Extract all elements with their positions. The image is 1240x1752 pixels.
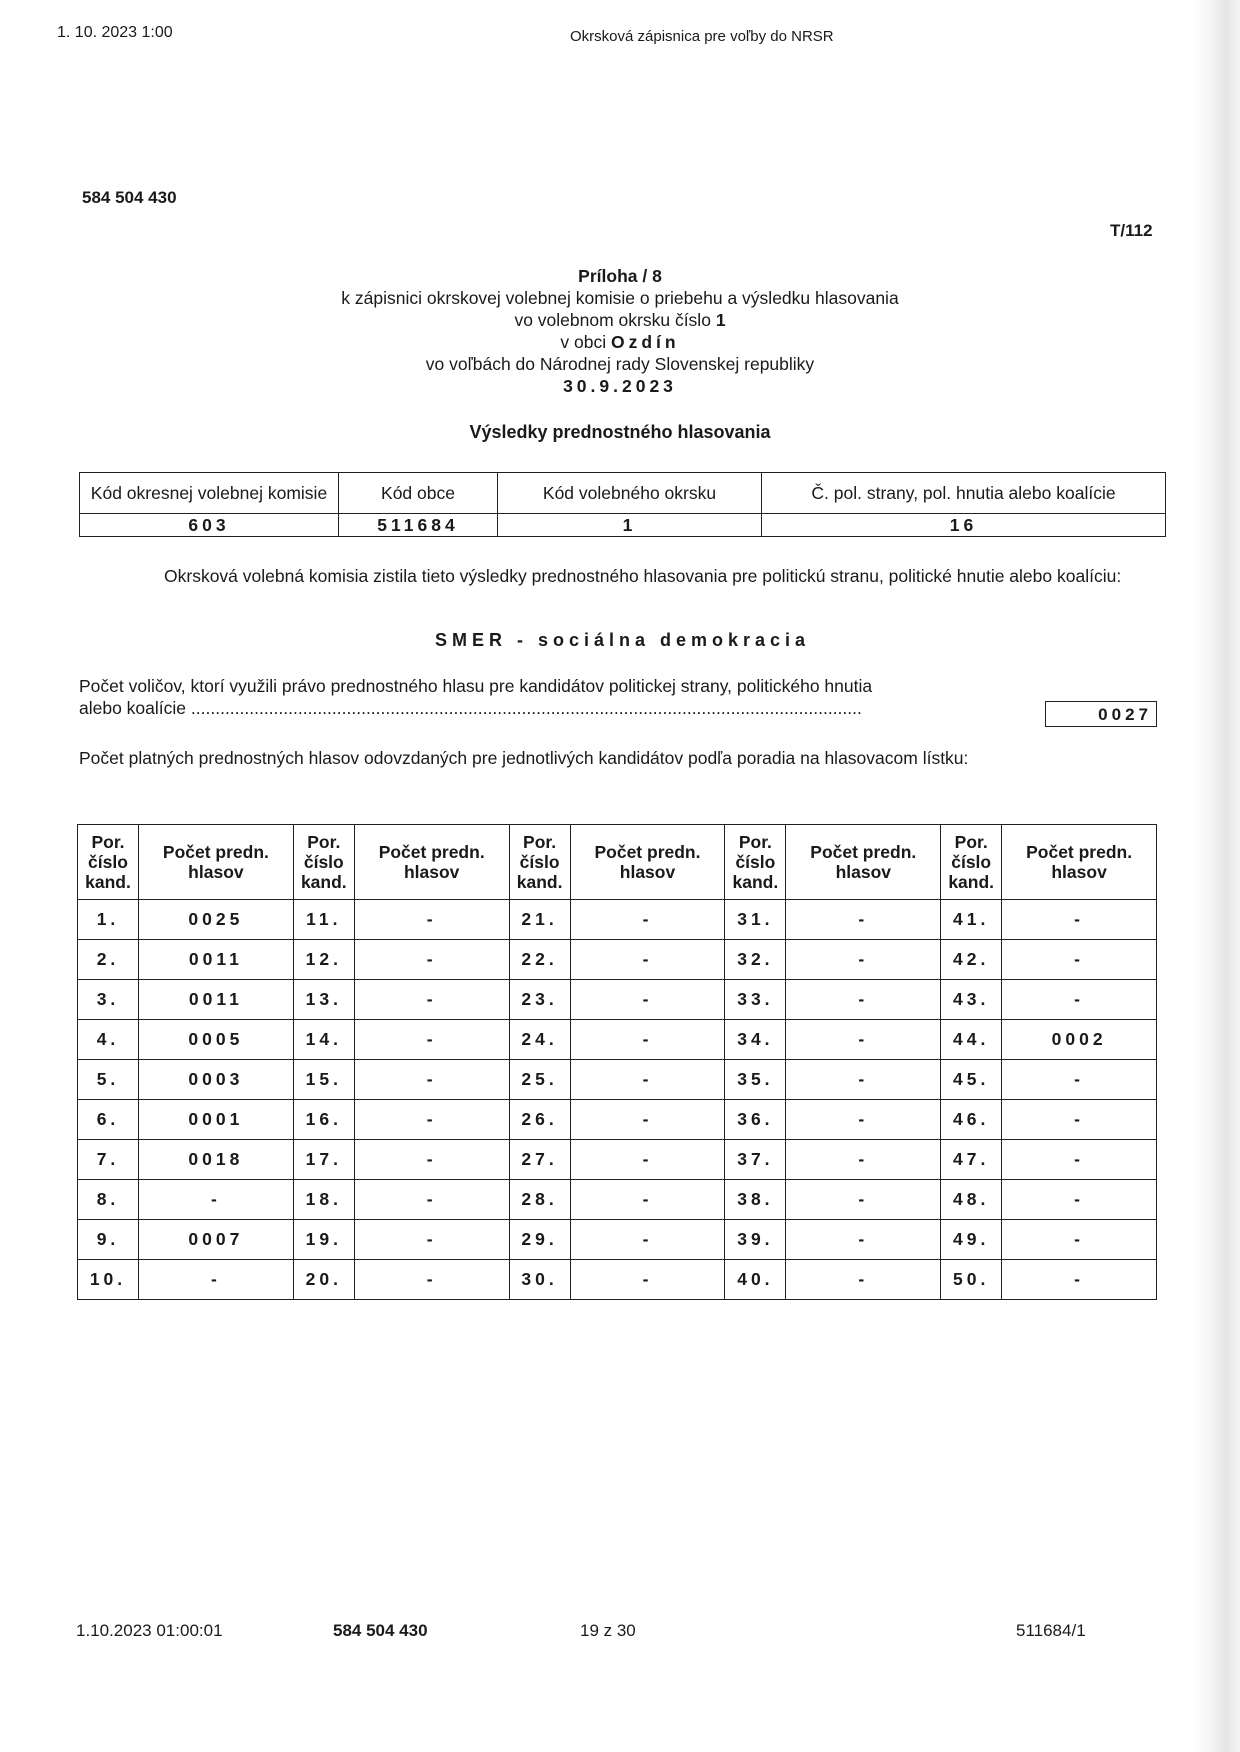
candidate-number: 17.: [293, 1140, 354, 1180]
preferential-votes: -: [786, 940, 941, 980]
preferential-votes: -: [786, 1180, 941, 1220]
party-name: SMER - sociálna demokracia: [434, 630, 811, 650]
preferential-votes: -: [570, 980, 725, 1020]
intro-line-5: vo voľbách do Národnej rady Slovenskej republiky: [425, 354, 815, 374]
footer-page-number: 19 z 30: [580, 1621, 636, 1640]
candidate-number: 11.: [293, 900, 354, 940]
candidate-number: 16.: [293, 1100, 354, 1140]
code-value-municipality: 511684: [339, 514, 498, 537]
preferential-votes: -: [786, 1100, 941, 1140]
code-value-party-number: 16: [762, 514, 1166, 537]
candidate-number: 12.: [293, 940, 354, 980]
preferential-votes: -: [570, 1180, 725, 1220]
candidate-number: 46.: [941, 1100, 1002, 1140]
candidate-number: 20.: [293, 1260, 354, 1300]
preferential-votes: -: [1002, 1220, 1157, 1260]
candidate-number: 22.: [509, 940, 570, 980]
preferential-votes: -: [786, 1220, 941, 1260]
col-header-preferential-votes: Počet predn. hlasov: [1002, 825, 1157, 900]
candidate-number: 30.: [509, 1260, 570, 1300]
code-value-electoral-district: 1: [498, 514, 762, 537]
preferential-votes: -: [570, 1220, 725, 1260]
candidate-number: 5.: [78, 1060, 139, 1100]
col-header-candidate-number: Por. číslo kand.: [725, 825, 786, 900]
candidate-number: 42.: [941, 940, 1002, 980]
candidate-number: 10.: [78, 1260, 139, 1300]
table-row: [78, 980, 1157, 1020]
leader-dots: ..........................................................................................................................................: [190, 698, 862, 718]
candidate-number: 32.: [725, 940, 786, 980]
candidate-number: 35.: [725, 1060, 786, 1100]
preferential-votes: -: [786, 1020, 941, 1060]
code-header-municipality: Kód obce: [339, 473, 498, 514]
preferential-votes: -: [139, 1180, 294, 1220]
table-row: [78, 1020, 1157, 1060]
candidate-number: 26.: [509, 1100, 570, 1140]
preferential-votes: -: [570, 1060, 725, 1100]
table-row: [78, 940, 1157, 980]
header-title: Okrsková zápisnica pre voľby do NRSR: [570, 28, 834, 45]
candidate-number: 37.: [725, 1140, 786, 1180]
preferential-votes: -: [139, 1260, 294, 1300]
candidate-number: 15.: [293, 1060, 354, 1100]
table-row: [78, 1100, 1157, 1140]
candidate-number: 14.: [293, 1020, 354, 1060]
code-value-district-commission: 603: [80, 514, 339, 537]
preferential-votes: -: [1002, 1140, 1157, 1180]
candidate-number: 45.: [941, 1060, 1002, 1100]
table-row: [78, 1180, 1157, 1220]
candidate-number: 44.: [941, 1020, 1002, 1060]
results-table: [77, 824, 1157, 1300]
candidate-number: 9.: [78, 1220, 139, 1260]
preferential-votes-label: Počet platných prednostných hlasov odovzdaných pre jednotlivých kandidátov podľa poradia na hlasovacom lístku:: [79, 748, 969, 768]
candidate-number: 29.: [509, 1220, 570, 1260]
code-header-electoral-district: Kód volebného okrsku: [498, 473, 762, 514]
col-header-candidate-number: Por. číslo kand.: [509, 825, 570, 900]
col-header-candidate-number: Por. číslo kand.: [78, 825, 139, 900]
preferential-votes: -: [1002, 1060, 1157, 1100]
preferential-votes: -: [1002, 1100, 1157, 1140]
preferential-votes: 0025: [139, 900, 294, 940]
table-row: [78, 1260, 1157, 1300]
document-number: 584 504 430: [82, 188, 177, 207]
intro-line-2: k zápisnici okrskovej volebnej komisie o priebehu a výsledku hlasovania: [341, 288, 899, 308]
form-code: T/112: [1110, 221, 1153, 240]
preferential-votes: -: [570, 900, 725, 940]
preferential-votes: -: [1002, 980, 1157, 1020]
voters-count-box: 0027: [1045, 701, 1157, 727]
preferential-votes: 0003: [139, 1060, 294, 1100]
preferential-votes: -: [354, 940, 509, 980]
candidate-number: 1.: [78, 900, 139, 940]
col-header-candidate-number: Por. číslo kand.: [941, 825, 1002, 900]
candidate-number: 33.: [725, 980, 786, 1020]
col-header-preferential-votes: Počet predn. hlasov: [354, 825, 509, 900]
code-header-district-commission: Kód okresnej volebnej komisie: [80, 473, 339, 514]
col-header-preferential-votes: Počet predn. hlasov: [570, 825, 725, 900]
preferential-votes: 0011: [139, 980, 294, 1020]
preferential-votes: -: [1002, 900, 1157, 940]
preferential-votes: -: [570, 1020, 725, 1060]
intro-line-3: vo volebnom okrsku číslo 1: [514, 310, 726, 330]
candidate-number: 47.: [941, 1140, 1002, 1180]
candidate-number: 41.: [941, 900, 1002, 940]
election-date: 30.9.2023: [563, 376, 677, 396]
table-row: [78, 900, 1157, 940]
voters-label-line-2: alebo koalície ..........................................................................................................................................: [79, 698, 862, 718]
footer-code: 511684/1: [1016, 1621, 1086, 1640]
preferential-votes: -: [354, 1140, 509, 1180]
footer-timestamp: 1.10.2023 01:00:01: [76, 1621, 223, 1640]
preferential-votes: -: [354, 900, 509, 940]
preferential-votes: -: [1002, 1180, 1157, 1220]
candidate-number: 23.: [509, 980, 570, 1020]
preferential-votes: -: [786, 1060, 941, 1100]
commission-statement: Okrsková volebná komisia zistila tieto výsledky prednostného hlasovania pre politickú stranu, politické hnutie alebo koalíciu:: [164, 566, 1122, 586]
candidate-number: 43.: [941, 980, 1002, 1020]
preferential-votes: 0007: [139, 1220, 294, 1260]
candidate-number: 25.: [509, 1060, 570, 1100]
candidate-number: 28.: [509, 1180, 570, 1220]
preferential-votes: -: [786, 900, 941, 940]
footer-document-number: 584 504 430: [333, 1621, 428, 1640]
candidate-number: 13.: [293, 980, 354, 1020]
preferential-votes: -: [570, 1100, 725, 1140]
preferential-votes: -: [570, 1140, 725, 1180]
candidate-number: 39.: [725, 1220, 786, 1260]
preferential-votes: 0011: [139, 940, 294, 980]
candidate-number: 6.: [78, 1100, 139, 1140]
scan-edge-shadow: [1194, 0, 1240, 1752]
preferential-votes: -: [1002, 1260, 1157, 1300]
candidate-number: 2.: [78, 940, 139, 980]
preferential-votes: -: [786, 980, 941, 1020]
candidate-number: 21.: [509, 900, 570, 940]
preferential-votes: -: [570, 1260, 725, 1300]
preferential-votes: 0002: [1002, 1020, 1157, 1060]
district-number: 1: [715, 310, 726, 330]
candidate-number: 8.: [78, 1180, 139, 1220]
table-row: [78, 1060, 1157, 1100]
table-row: [78, 1140, 1157, 1180]
preferential-votes: -: [786, 1140, 941, 1180]
candidate-number: 19.: [293, 1220, 354, 1260]
attachment-intro: [280, 265, 960, 397]
candidate-number: 27.: [509, 1140, 570, 1180]
preferential-votes: -: [354, 1060, 509, 1100]
preferential-votes: 0001: [139, 1100, 294, 1140]
preferential-votes: -: [354, 1260, 509, 1300]
candidate-number: 38.: [725, 1180, 786, 1220]
candidate-number: 7.: [78, 1140, 139, 1180]
candidate-number: 50.: [941, 1260, 1002, 1300]
candidate-number: 36.: [725, 1100, 786, 1140]
preferential-votes: -: [354, 1180, 509, 1220]
candidate-number: 24.: [509, 1020, 570, 1060]
code-header-party-number: Č. pol. strany, pol. hnutia alebo koalície: [762, 473, 1166, 514]
candidate-number: 40.: [725, 1260, 786, 1300]
col-header-preferential-votes: Počet predn. hlasov: [139, 825, 294, 900]
preferential-votes: -: [570, 940, 725, 980]
candidate-number: 18.: [293, 1180, 354, 1220]
candidate-number: 49.: [941, 1220, 1002, 1260]
preferential-votes: -: [786, 1260, 941, 1300]
preferential-votes: -: [354, 980, 509, 1020]
codes-table: [79, 472, 1166, 537]
town-name: Ozdín: [610, 332, 680, 352]
preferential-votes: 0018: [139, 1140, 294, 1180]
preferential-votes: 0005: [139, 1020, 294, 1060]
header-datetime: 1. 10. 2023 1:00: [57, 24, 173, 41]
preferential-votes: -: [1002, 940, 1157, 980]
attachment-title: Príloha / 8: [578, 266, 662, 286]
section-heading: Výsledky prednostného hlasovania: [469, 422, 771, 442]
preferential-votes: -: [354, 1100, 509, 1140]
voters-label-line-1: Počet voličov, ktorí využili právo prednostného hlasu pre kandidátov politickej strany, politického hnutia: [79, 676, 873, 696]
candidate-number: 48.: [941, 1180, 1002, 1220]
intro-line-4: v obci Ozdín: [560, 332, 680, 352]
preferential-votes: -: [354, 1020, 509, 1060]
candidate-number: 4.: [78, 1020, 139, 1060]
col-header-preferential-votes: Počet predn. hlasov: [786, 825, 941, 900]
preferential-votes: -: [354, 1220, 509, 1260]
col-header-candidate-number: Por. číslo kand.: [293, 825, 354, 900]
candidate-number: 31.: [725, 900, 786, 940]
candidate-number: 34.: [725, 1020, 786, 1060]
candidate-number: 3.: [78, 980, 139, 1020]
table-row: [78, 1220, 1157, 1260]
